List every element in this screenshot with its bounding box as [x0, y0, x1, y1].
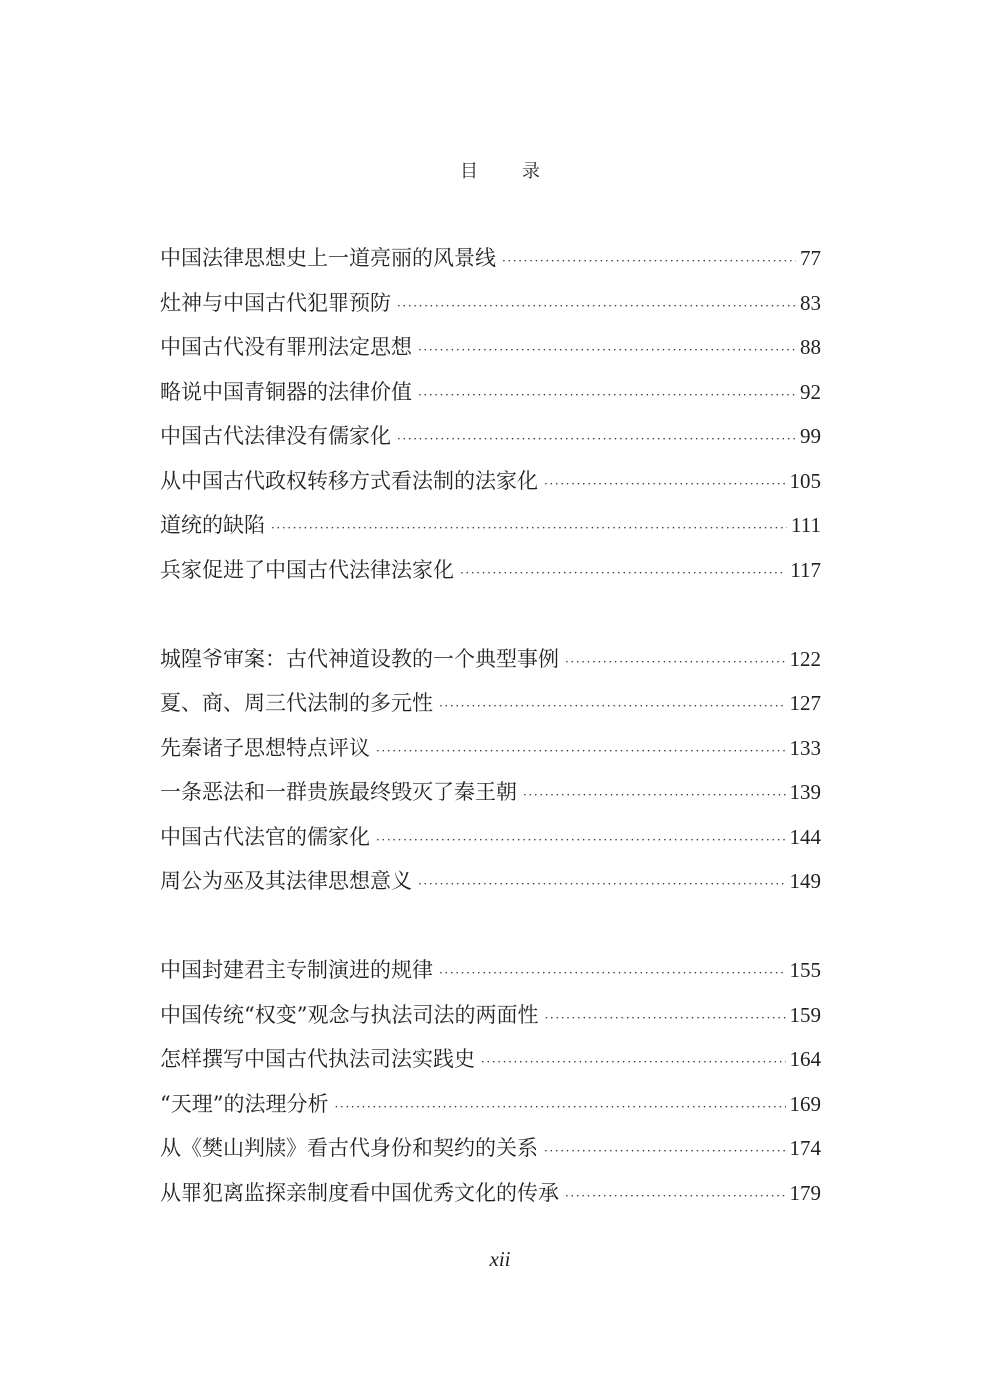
toc-entry-title: 怎样撰写中国古代执法司法实践史 [160, 1047, 475, 1071]
dot-leader [376, 729, 786, 774]
toc-entry[interactable] [160, 281, 821, 326]
toc-entry-title: 中国法律思想史上一道亮丽的风景线 [160, 246, 496, 270]
dot-leader [418, 373, 796, 418]
toc-entry-title: 灶神与中国古代犯罪预防 [160, 290, 391, 315]
toc-entry[interactable] [160, 1082, 821, 1127]
dot-leader [271, 506, 787, 551]
toc-entry[interactable] [160, 414, 821, 459]
toc-entry-page: 77 [800, 246, 821, 270]
toc-entry[interactable] [160, 325, 821, 370]
dot-leader [502, 239, 796, 284]
toc-entry-title: 城隍爷审案：古代神道设教的一个典型事例 [160, 646, 559, 671]
dot-leader [418, 328, 796, 373]
toc-entry-title: 中国古代法官的儒家化 [160, 824, 370, 849]
toc-entry-page: 92 [800, 379, 821, 404]
toc-entry-page: 117 [790, 557, 821, 582]
toc-entry-title: 中国封建君主专制演进的规律 [160, 958, 433, 982]
toc-entry-page: 149 [789, 869, 821, 893]
toc-entry[interactable] [160, 236, 821, 281]
toc-group [160, 637, 821, 904]
dot-leader [439, 951, 786, 996]
toc-entry-page: 169 [789, 1091, 821, 1116]
toc-entry-title: 周公为巫及其法律思想意义 [160, 869, 412, 893]
dot-leader [565, 640, 786, 685]
toc-group [160, 236, 821, 592]
toc-entry-title: 中国古代法律没有儒家化 [160, 424, 391, 448]
toc-entry-page: 133 [789, 735, 821, 760]
toc-entry[interactable] [160, 503, 821, 548]
toc-entry[interactable] [160, 815, 821, 860]
toc-entry-page: 144 [789, 824, 821, 849]
toc-entry-title: 夏、商、周三代法制的多元性 [160, 691, 433, 715]
toc-entry-title: 先秦诸子思想特点评议 [160, 735, 370, 760]
toc-entry[interactable] [160, 770, 821, 815]
dot-leader [523, 773, 786, 818]
toc-entry[interactable] [160, 548, 821, 593]
toc-entry[interactable] [160, 1126, 821, 1171]
toc-group [160, 948, 821, 1215]
dot-leader [376, 818, 786, 863]
dot-leader [565, 1174, 786, 1219]
toc-entry[interactable] [160, 459, 821, 504]
toc-entry-title: 略说中国青铜器的法律价值 [160, 379, 412, 404]
dot-leader [334, 1085, 785, 1130]
dot-leader [439, 684, 786, 729]
toc-entry[interactable] [160, 993, 821, 1038]
dot-leader [418, 862, 786, 907]
toc-entry-page: 164 [789, 1047, 821, 1071]
toc-entry-title: “天理”的法理分析 [160, 1091, 329, 1116]
page-number: xii [489, 1247, 511, 1271]
toc-entry[interactable] [160, 681, 821, 726]
toc-entry-page: 105 [789, 468, 821, 493]
dot-leader [544, 996, 785, 1041]
toc-entry-page: 99 [800, 424, 821, 448]
toc-entry-page: 83 [800, 290, 821, 315]
toc-entry[interactable] [160, 370, 821, 415]
toc-entry-title: 中国传统“权变”观念与执法司法的两面性 [160, 1002, 539, 1027]
toc-entry[interactable] [160, 637, 821, 682]
toc-entry[interactable] [160, 948, 821, 993]
toc-entry-page: 159 [789, 1002, 821, 1027]
dot-leader [460, 551, 786, 596]
toc-entry-title: 中国古代没有罪刑法定思想 [160, 335, 412, 359]
table-of-contents [160, 236, 821, 1215]
toc-entry-page: 174 [789, 1136, 821, 1160]
toc-entry-page: 179 [789, 1180, 821, 1205]
dot-leader [544, 1129, 786, 1174]
toc-entry-page: 122 [789, 646, 821, 671]
dot-leader [397, 284, 796, 329]
toc-entry-title: 一条恶法和一群贵族最终毁灭了秦王朝 [160, 780, 517, 804]
toc-entry-page: 139 [789, 780, 821, 804]
toc-entry[interactable] [160, 1037, 821, 1082]
dot-leader [481, 1040, 786, 1085]
toc-entry[interactable] [160, 1171, 821, 1216]
running-head: 目录 [460, 161, 584, 182]
toc-entry[interactable] [160, 859, 821, 904]
toc-entry-page: 127 [789, 691, 821, 715]
toc-entry-page: 88 [800, 335, 821, 359]
toc-entry[interactable] [160, 726, 821, 771]
toc-entry-title: 道统的缺陷 [160, 513, 265, 537]
toc-entry-title: 从罪犯离监探亲制度看中国优秀文化的传承 [160, 1180, 559, 1205]
toc-entry-page: 155 [789, 958, 821, 982]
dot-leader [544, 462, 786, 507]
toc-entry-title: 从《樊山判牍》看古代身份和契约的关系 [160, 1136, 538, 1160]
toc-entry-page: 111 [791, 513, 821, 537]
dot-leader [397, 417, 796, 462]
toc-entry-title: 从中国古代政权转移方式看法制的法家化 [160, 468, 538, 493]
toc-entry-title: 兵家促进了中国古代法律法家化 [160, 557, 454, 582]
